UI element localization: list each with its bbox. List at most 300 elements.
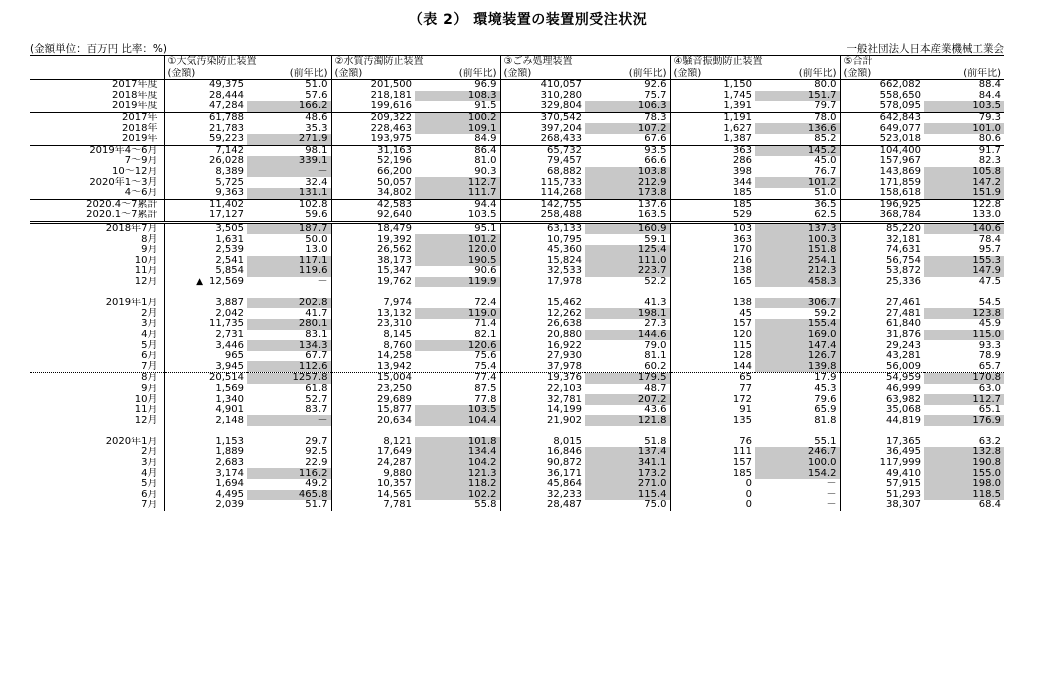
table-row	[30, 123, 1004, 134]
yoy-cell: 59.1	[585, 234, 670, 245]
yoy-cell: 131.1	[247, 188, 331, 199]
yoy-cell: 341.1	[585, 458, 670, 469]
yoy-header: (前年比)	[415, 68, 500, 80]
amount-cell: 1,153	[215, 436, 244, 447]
organization-label: 一般社団法人日本産業機械工業会	[846, 43, 1004, 55]
yoy-cell: 95.1	[415, 222, 500, 234]
amount-cell: 9,880	[383, 468, 412, 479]
row-label: 2017年度	[30, 80, 164, 91]
yoy-cell: 55.1	[755, 437, 840, 448]
amount-cell: 209,322	[370, 112, 412, 124]
yoy-cell: 100.0	[755, 458, 840, 469]
amount-cell: 143,869	[879, 166, 921, 178]
amount-cell: 0	[745, 489, 752, 500]
amount-cell: 170	[732, 244, 752, 256]
amount-cell: 28,487	[547, 500, 582, 511]
yoy-cell: 93.5	[585, 145, 670, 156]
amount-cell: 172	[732, 394, 752, 405]
yoy-cell: 102.2	[415, 490, 500, 501]
yoy-cell: 179.5	[585, 373, 670, 384]
yoy-cell: 103.5	[924, 101, 1004, 112]
amount-cell: 76	[739, 436, 752, 447]
amount-cell: 31,876	[886, 329, 921, 340]
amount-cell: 138	[732, 297, 752, 309]
amount-cell: 34,802	[331, 188, 415, 199]
amount-cell	[331, 287, 415, 298]
amount-cell: 7,142	[215, 145, 244, 156]
yoy-cell: 306.7	[755, 298, 840, 309]
amount-cell: 54,959	[886, 372, 921, 384]
yoy-cell: 190.8	[924, 458, 1004, 469]
yoy-cell: 52.7	[247, 394, 331, 405]
amount-cell: 31,163	[377, 145, 412, 156]
row-label: 7月	[30, 361, 164, 372]
yoy-cell: 101.0	[924, 123, 1004, 134]
yoy-cell: 151.7	[755, 91, 840, 102]
row-label: 3月	[30, 319, 164, 330]
amount-cell: 36,171	[547, 468, 582, 479]
amount-cell: 128	[732, 350, 752, 362]
amount-cell: 363	[732, 145, 752, 156]
amount-cell: 16,846	[547, 447, 582, 458]
table-row	[30, 156, 1004, 167]
row-label: 11月	[30, 405, 164, 416]
yoy-cell: 79.0	[585, 340, 670, 351]
amount-cell: 53,872	[886, 266, 921, 277]
yoy-cell	[585, 287, 670, 298]
amount-cell: 185	[670, 188, 755, 199]
yoy-cell: 60.2	[585, 361, 670, 372]
page-title: （表 2） 環境装置の装置別受注状況	[408, 12, 648, 28]
amount-cell: 20,880	[547, 329, 582, 340]
yoy-cell: 51.7	[247, 500, 331, 511]
amount-cell: 61,840	[886, 319, 921, 330]
yoy-cell: 81.8	[755, 415, 840, 426]
yoy-cell: 29.7	[247, 437, 331, 448]
yoy-cell: 62.5	[755, 210, 840, 222]
amount-cell: 578,095	[840, 101, 924, 112]
yoy-cell: 137.6	[585, 199, 670, 210]
amount-cell: 2,683	[215, 457, 244, 469]
amount-cell: 25,336	[886, 276, 921, 287]
yoy-cell: 98.1	[247, 145, 331, 156]
amount-cell: 104,400	[879, 145, 921, 156]
amount-cell: 10,795	[547, 234, 582, 245]
table-row	[30, 167, 1004, 178]
amount-cell: 15,462	[547, 297, 582, 309]
yoy-cell: 78.9	[978, 350, 1001, 362]
table-row	[30, 447, 1004, 458]
amount-cell: 1,631	[215, 234, 244, 245]
table-row	[30, 308, 1004, 319]
amount-cell: 19,392	[377, 234, 412, 245]
row-label: 2月	[30, 447, 164, 458]
amount-cell: 1,387	[670, 134, 755, 145]
amount-cell: 15,347	[377, 266, 412, 277]
amount-cell: 185	[732, 199, 752, 210]
amount-cell: 27,930	[547, 350, 582, 362]
amount-cell: 85,220	[886, 223, 921, 235]
amount-cell	[500, 426, 585, 437]
amount-cell: 15,824	[547, 255, 582, 266]
amount-cell: 115,733	[540, 177, 582, 188]
yoy-cell: 134.3	[247, 340, 331, 351]
amount-header: (金額)	[164, 68, 247, 80]
yoy-cell: 22.9	[247, 458, 331, 469]
amount-cell: 157	[732, 457, 752, 469]
yoy-cell: 92.6	[585, 80, 670, 91]
yoy-cell: 104.2	[415, 458, 500, 469]
amount-cell: 286	[732, 156, 752, 167]
yoy-cell: 119.6	[247, 266, 331, 277]
yoy-cell: 106.3	[585, 101, 670, 112]
yoy-cell: 116.2	[247, 468, 331, 479]
amount-cell: 8,760	[383, 340, 412, 351]
yoy-cell: 103.5	[415, 405, 500, 416]
yoy-cell: 112.7	[924, 394, 1004, 405]
unit-label: (金額単位：百万円 比率：%)	[30, 43, 168, 55]
amount-cell: 2,541	[215, 255, 244, 266]
amount-cell: 12,262	[547, 308, 582, 319]
yoy-cell: 96.9	[415, 80, 500, 91]
amount-cell: 13,942	[331, 361, 415, 372]
yoy-cell: 125.4	[585, 245, 670, 256]
amount-cell: 2,039	[215, 500, 244, 511]
amount-cell: 370,542	[540, 112, 582, 124]
row-label	[30, 426, 164, 437]
yoy-cell: 122.8	[972, 199, 1001, 210]
yoy-cell: 41.7	[247, 308, 331, 319]
yoy-cell: 101.2	[755, 177, 840, 188]
yoy-cell: 212.9	[585, 177, 670, 188]
yoy-cell: 65.7	[924, 361, 1004, 372]
yoy-cell: 339.1	[247, 156, 331, 167]
yoy-cell: 82.1	[415, 330, 500, 341]
yoy-cell: 133.0	[924, 210, 1004, 222]
yoy-cell: 83.1	[247, 330, 331, 341]
row-label: 8月	[30, 373, 164, 384]
yoy-cell: 45.0	[755, 156, 840, 167]
amount-cell: 1,889	[215, 447, 244, 458]
table-row	[30, 199, 1004, 210]
yoy-cell: 115.4	[585, 490, 670, 501]
table-row	[30, 468, 1004, 479]
amount-cell: 91	[739, 404, 752, 416]
amount-cell: 23,250	[377, 383, 412, 394]
amount-cell: 20,634	[377, 415, 412, 426]
amount-cell: 0	[745, 500, 752, 511]
yoy-cell: 123.8	[924, 308, 1004, 319]
amount-cell: 27,481	[886, 308, 921, 319]
yoy-cell: 95.7	[978, 244, 1001, 256]
amount-cell: 8,015	[553, 436, 582, 447]
row-label: 2019年	[30, 134, 164, 145]
yoy-cell: 66.6	[585, 156, 670, 167]
amount-cell: 27,461	[886, 297, 921, 309]
yoy-cell: 202.8	[247, 298, 331, 309]
amount-cell: 59,223	[164, 134, 247, 145]
row-label: 2019年4～6月	[30, 145, 164, 156]
yoy-cell: 80.6	[924, 134, 1004, 145]
yoy-cell: 51.0	[247, 80, 331, 91]
table-row	[30, 210, 1004, 222]
amount-cell: 11,735	[209, 319, 244, 330]
yoy-cell: 190.5	[415, 256, 500, 267]
amount-cell: 2,731	[215, 329, 244, 340]
amount-cell: 2,042	[215, 308, 244, 319]
yoy-cell: 82.3	[978, 156, 1001, 167]
table-row	[30, 222, 1004, 234]
amount-cell: 32,181	[886, 234, 921, 245]
amount-cell: 120	[732, 329, 752, 340]
table-row	[30, 112, 1004, 123]
yoy-cell: 155.4	[755, 319, 840, 330]
yoy-cell	[755, 426, 840, 437]
amount-cell: 103	[732, 223, 752, 235]
amount-cell: 1,627	[723, 123, 752, 134]
yoy-cell: 137.3	[755, 222, 840, 234]
yoy-cell: 77.8	[415, 394, 500, 405]
table-row	[30, 234, 1004, 245]
yoy-cell: 117.1	[247, 256, 331, 267]
yoy-cell: 112.7	[415, 177, 500, 188]
amount-cell: 17,978	[547, 276, 582, 287]
amount-value: 12,569	[209, 276, 244, 287]
row-label: 2019年1月	[30, 298, 164, 309]
yoy-cell	[415, 287, 500, 298]
yoy-cell: 77.4	[415, 373, 500, 384]
yoy-cell: 155.3	[924, 256, 1004, 267]
yoy-cell: 57.6	[247, 91, 331, 102]
row-label: 11月	[30, 266, 164, 277]
yoy-cell: 103.5	[415, 210, 500, 222]
amount-cell: 310,280	[540, 90, 582, 101]
amount-cell: 3,887	[215, 297, 244, 309]
amount-cell: 36,495	[886, 447, 921, 458]
section-header: ③ごみ処理装置	[500, 56, 670, 69]
amount-header: (金額)	[840, 68, 924, 80]
amount-cell: 20,514	[209, 372, 244, 384]
table-row	[30, 361, 1004, 372]
amount-cell: 228,463	[370, 123, 412, 134]
amount-cell: 3,945	[164, 361, 247, 372]
amount-cell: 61,788	[209, 112, 244, 124]
table-row	[30, 319, 1004, 330]
yoy-cell: 115.0	[924, 330, 1004, 341]
amount-cell: 26,028	[209, 156, 244, 167]
table-row	[30, 277, 1004, 288]
amount-cell: 18,479	[377, 223, 412, 235]
yoy-cell: 151.9	[924, 188, 1004, 199]
amount-cell: 1,191	[723, 112, 752, 124]
amount-cell: 7,781	[383, 500, 412, 511]
amount-cell: 17,649	[377, 447, 412, 458]
yoy-cell: 111.7	[415, 188, 500, 199]
amount-cell: 158,618	[840, 188, 924, 199]
yoy-cell: 121.8	[585, 415, 670, 426]
yoy-cell: 102.8	[247, 199, 331, 210]
amount-cell	[670, 287, 755, 298]
row-label: 2020年1月	[30, 437, 164, 448]
yoy-cell: 120.0	[415, 245, 500, 256]
yoy-cell: －	[755, 490, 840, 501]
amount-cell	[331, 426, 415, 437]
table-row	[30, 298, 1004, 309]
amount-cell: 363	[732, 234, 752, 245]
yoy-cell: 90.3	[415, 167, 500, 178]
yoy-cell: 166.2	[247, 101, 331, 112]
yoy-cell: 75.6	[415, 351, 500, 362]
yoy-cell: 169.0	[755, 330, 840, 341]
table-row	[30, 458, 1004, 469]
yoy-cell: 170.8	[924, 373, 1004, 384]
yoy-cell: 126.7	[755, 351, 840, 362]
amount-cell: 92,640	[331, 210, 415, 222]
yoy-cell: 43.6	[585, 405, 670, 416]
amount-cell: 14,258	[377, 350, 412, 362]
amount-cell	[164, 277, 247, 288]
yoy-cell: 81.1	[585, 351, 670, 362]
yoy-cell: －	[755, 479, 840, 490]
yoy-cell: 136.6	[755, 123, 840, 134]
row-label: 2019年度	[30, 101, 164, 112]
row-label: 4～6月	[30, 188, 164, 199]
amount-cell: 662,082	[879, 79, 921, 91]
amount-cell: 216	[732, 255, 752, 266]
yoy-cell: 139.8	[755, 361, 840, 372]
yoy-cell: 78.0	[755, 112, 840, 123]
amount-cell: 8,121	[383, 436, 412, 447]
amount-cell: 65,732	[547, 145, 582, 156]
yoy-cell: 105.8	[924, 167, 1004, 178]
yoy-cell: 104.4	[415, 415, 500, 426]
amount-cell: 3,505	[215, 223, 244, 235]
row-label: 2020.1～7累計	[30, 210, 164, 222]
yoy-cell: 118.2	[415, 479, 500, 490]
section-header: ⑤合計	[840, 56, 1004, 69]
yoy-cell: 50.0	[247, 234, 331, 245]
amount-cell: 11,402	[209, 199, 244, 210]
table-row	[30, 394, 1004, 405]
yoy-cell: 119.9	[415, 277, 500, 288]
row-label: 2018年度	[30, 91, 164, 102]
amount-header: (金額)	[500, 68, 585, 80]
yoy-cell: 147.9	[924, 266, 1004, 277]
amount-cell: 529	[670, 210, 755, 222]
amount-cell: 410,057	[540, 79, 582, 91]
amount-header: (金額)	[670, 68, 755, 80]
amount-cell: 56,754	[886, 255, 921, 266]
yoy-cell: 118.5	[924, 490, 1004, 501]
amount-cell: 4,901	[215, 404, 244, 416]
table-row	[30, 340, 1004, 351]
amount-cell: 344	[732, 177, 752, 188]
yoy-cell: 41.3	[585, 298, 670, 309]
yoy-cell: 72.4	[415, 298, 500, 309]
row-label	[30, 287, 164, 298]
yoy-cell: 61.8	[247, 384, 331, 395]
yoy-cell: 75.7	[585, 91, 670, 102]
yoy-cell: 92.5	[247, 447, 331, 458]
amount-cell: 29,689	[377, 394, 412, 405]
yoy-cell	[924, 287, 1004, 298]
orders-table	[30, 55, 1004, 511]
yoy-cell: 90.6	[415, 266, 500, 277]
row-label: 6月	[30, 490, 164, 501]
amount-cell: 68,882	[547, 166, 582, 178]
yoy-cell: 187.7	[247, 222, 331, 234]
yoy-cell	[247, 287, 331, 298]
amount-cell: 218,181	[370, 90, 412, 101]
amount-cell: 46,999	[886, 383, 921, 394]
table-row	[30, 437, 1004, 448]
yoy-header: (前年比)	[924, 68, 1004, 80]
amount-cell: 15,004	[377, 372, 412, 384]
table-row	[30, 177, 1004, 188]
table-row	[30, 479, 1004, 490]
amount-cell: 165	[732, 276, 752, 287]
amount-cell: 49,375	[209, 79, 244, 91]
amount-cell: 22,103	[547, 383, 582, 394]
table-row	[30, 490, 1004, 501]
yoy-cell: 140.6	[924, 222, 1004, 234]
yoy-cell: 48.7	[585, 384, 670, 395]
amount-cell: 4,495	[215, 489, 244, 500]
yoy-cell: 465.8	[247, 490, 331, 501]
amount-cell: 17,365	[886, 436, 921, 447]
amount-cell: 23,310	[377, 319, 412, 330]
yoy-cell: 119.0	[415, 308, 500, 319]
row-label: 8月	[30, 234, 164, 245]
amount-cell: 45,864	[547, 478, 582, 490]
amount-cell: 171,859	[879, 177, 921, 188]
yoy-cell: 67.6	[585, 134, 670, 145]
yoy-cell: 160.9	[585, 222, 670, 234]
table-row	[30, 351, 1004, 362]
table-row	[30, 245, 1004, 256]
amount-cell: 258,488	[500, 210, 585, 222]
amount-cell: 5,725	[215, 177, 244, 188]
yoy-cell: －	[247, 415, 331, 426]
yoy-cell	[247, 426, 331, 437]
yoy-cell: 79.7	[755, 101, 840, 112]
table-row	[30, 134, 1004, 145]
amount-cell: 117,999	[879, 457, 921, 469]
yoy-cell: 111.0	[585, 256, 670, 267]
amount-cell: 90,872	[547, 457, 582, 469]
yoy-cell: 68.4	[978, 500, 1001, 511]
amount-cell: 7,974	[383, 297, 412, 309]
amount-cell: 63,982	[886, 394, 921, 405]
yoy-cell: －	[247, 167, 331, 178]
yoy-cell: 76.7	[755, 167, 840, 178]
yoy-cell: 84.4	[978, 90, 1001, 101]
row-label: 6月	[30, 351, 164, 362]
amount-cell: 16,922	[547, 340, 582, 351]
yoy-cell: 59.2	[755, 308, 840, 319]
yoy-cell: 107.2	[585, 123, 670, 134]
yoy-cell: 65.9	[755, 405, 840, 416]
amount-cell: 1,569	[215, 383, 244, 394]
amount-cell: 26,562	[377, 244, 412, 256]
yoy-cell: 93.3	[978, 340, 1001, 351]
yoy-cell: 198.1	[585, 308, 670, 319]
amount-cell: 14,199	[547, 404, 582, 416]
yoy-cell: 75.0	[585, 500, 670, 511]
amount-cell: 14,565	[377, 489, 412, 500]
amount-cell: 368,784	[840, 210, 924, 222]
row-label: 2018年7月	[30, 222, 164, 234]
